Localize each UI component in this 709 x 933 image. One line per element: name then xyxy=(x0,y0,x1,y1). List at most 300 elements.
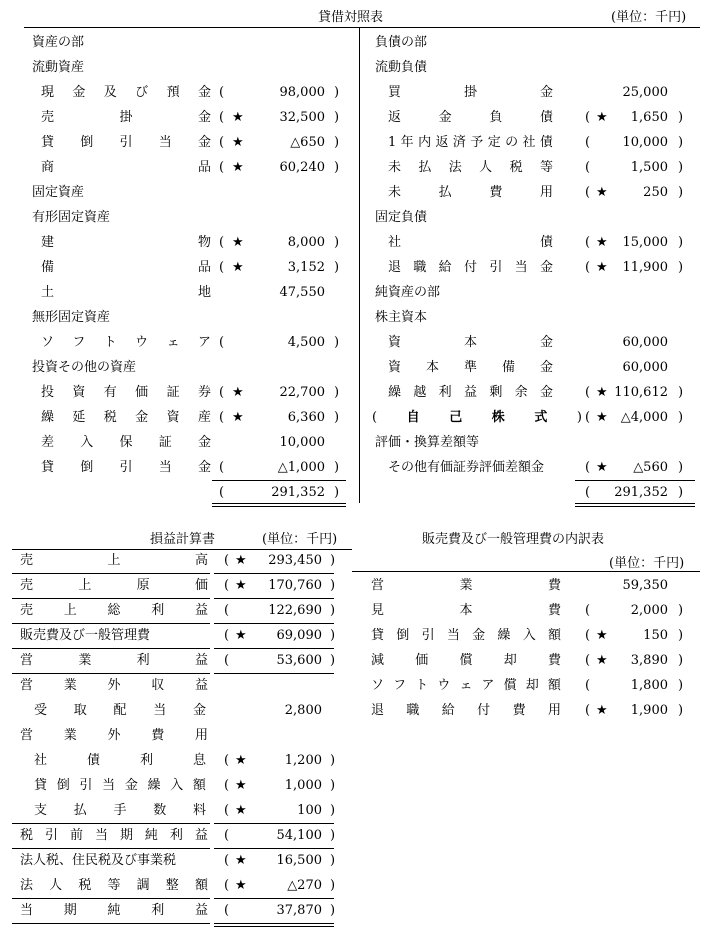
star-mark: ★ xyxy=(232,235,244,250)
label-char: 利 xyxy=(151,603,165,618)
label-char: 給 xyxy=(441,703,455,718)
star-mark: ★ xyxy=(596,110,608,125)
sga-title: 販売費及び一般管理費の内訳表 xyxy=(422,532,605,547)
label-char: 資 xyxy=(388,360,402,375)
row-value: 1,500 xyxy=(630,160,668,175)
label-char: 建 xyxy=(41,235,55,250)
open-paren: ( xyxy=(219,460,225,475)
label-char: 益 xyxy=(194,603,208,618)
row-rule xyxy=(12,623,210,624)
label-char: 当 xyxy=(446,628,460,643)
row-value: 1,000 xyxy=(284,778,322,793)
open-paren: ( xyxy=(585,110,591,125)
label-char: 剰 xyxy=(489,385,503,400)
label-char: 高 xyxy=(194,553,208,568)
open-paren: ( xyxy=(219,160,225,175)
row-label xyxy=(388,183,553,203)
label-char: 引 xyxy=(489,260,503,275)
row-label xyxy=(41,383,211,403)
open-paren: ( xyxy=(585,653,591,668)
label-char: 整 xyxy=(165,878,179,893)
label-char: 倒 xyxy=(80,135,94,150)
row-label xyxy=(372,408,582,428)
total-double-rule xyxy=(212,506,346,507)
label-char: 付 xyxy=(477,703,491,718)
label-char: 益 xyxy=(194,678,208,693)
row-value: 291,352 xyxy=(271,485,325,500)
row-label xyxy=(388,108,553,128)
row-value: 293,450 xyxy=(268,553,322,568)
label-char: ウ xyxy=(437,678,451,693)
final-double-rule xyxy=(214,926,334,927)
label-char: 金 xyxy=(197,85,211,100)
label-char: 用 xyxy=(539,185,553,200)
row-rule xyxy=(12,573,210,574)
row-value: 60,000 xyxy=(622,360,668,375)
close-paren: ) xyxy=(678,135,684,150)
row-rule xyxy=(12,848,210,849)
star-mark: ★ xyxy=(232,160,244,175)
label-char: 入 xyxy=(80,435,94,450)
row-value: 122,690 xyxy=(268,603,322,618)
label-char: 商 xyxy=(41,160,55,175)
label-char: 金 xyxy=(192,703,206,718)
label-char: 金 xyxy=(135,410,149,425)
label-char: 金 xyxy=(539,385,553,400)
close-paren: ) xyxy=(330,553,336,568)
open-paren: ( xyxy=(585,460,591,475)
label-char: 倒 xyxy=(56,778,70,793)
label-char: 引 xyxy=(44,828,58,843)
value-rule xyxy=(214,673,334,674)
row-value: 291,352 xyxy=(614,485,668,500)
open-paren: ( xyxy=(224,778,230,793)
label-char: 受 xyxy=(34,703,48,718)
close-paren: ) xyxy=(330,578,336,593)
close-paren: ) xyxy=(330,828,336,843)
label-char: 1 xyxy=(388,135,397,150)
sga-top-rule xyxy=(352,571,700,572)
row-label xyxy=(371,676,561,696)
star-mark: ★ xyxy=(596,628,608,643)
label-char: 地 xyxy=(197,285,211,300)
close-paren: ) xyxy=(334,410,340,425)
section-heading: 無形固定資産 xyxy=(32,310,111,325)
label-char: 営 xyxy=(20,728,34,743)
open-paren: ( xyxy=(224,853,230,868)
star-mark: ★ xyxy=(596,410,608,425)
value-rule xyxy=(214,598,334,599)
open-paren: ( xyxy=(585,703,591,718)
label-char: 資 xyxy=(166,410,180,425)
label-char: 費 xyxy=(512,703,526,718)
label-char: 価 xyxy=(415,653,429,668)
row-label xyxy=(20,676,208,696)
close-paren: ) xyxy=(330,853,336,868)
label-char: 準 xyxy=(463,360,477,375)
open-paren: ( xyxy=(585,135,591,150)
row-value: 150 xyxy=(643,628,668,643)
label-char: 貸 xyxy=(371,628,385,643)
label-char: 減 xyxy=(371,653,385,668)
label-char: 入 xyxy=(170,778,184,793)
label-char: 繰 xyxy=(497,628,511,643)
row-value: 1,900 xyxy=(630,703,668,718)
open-paren: ( xyxy=(224,578,230,593)
row-value: 32,500 xyxy=(279,110,325,125)
row-value: △650 xyxy=(290,135,325,150)
open-paren: ( xyxy=(219,260,225,275)
label-char: 越 xyxy=(413,385,427,400)
star-mark: ★ xyxy=(596,235,608,250)
balance-sheet-title: 貸借対照表 xyxy=(318,10,384,25)
close-paren: ) xyxy=(334,135,340,150)
value-rule xyxy=(214,848,334,849)
label-char: 税 xyxy=(103,410,117,425)
label-char: 備 xyxy=(41,260,55,275)
row-value: 69,090 xyxy=(276,628,322,643)
label-char: 産 xyxy=(197,410,211,425)
row-rule xyxy=(12,648,210,649)
open-paren: ( xyxy=(224,653,230,668)
label-char: 利 xyxy=(169,828,183,843)
label-char: 貸 xyxy=(41,460,55,475)
label-char: 当 xyxy=(514,260,528,275)
row-label: 販売費及び一般管理費 xyxy=(20,628,151,643)
label-char: フ xyxy=(72,335,86,350)
open-paren: ( xyxy=(219,335,225,350)
total-rule xyxy=(212,480,346,481)
row-label xyxy=(20,651,208,671)
total-double-rule xyxy=(575,503,695,504)
label-char: 内 xyxy=(418,135,432,150)
label-char: 期 xyxy=(63,903,77,918)
label-char: 上 xyxy=(78,578,92,593)
row-value: 16,500 xyxy=(276,853,322,868)
label-char: 益 xyxy=(194,828,208,843)
label-char: 売 xyxy=(20,578,34,593)
label-char: 貸 xyxy=(41,135,55,150)
row-rule xyxy=(12,923,210,924)
section-heading: 評価・換算差額等 xyxy=(375,435,480,450)
label-char: 当 xyxy=(20,903,34,918)
label-char: 買 xyxy=(388,85,402,100)
row-value: 47,550 xyxy=(279,285,325,300)
label-char: 額 xyxy=(547,628,561,643)
label-char: 繰 xyxy=(388,385,402,400)
row-label xyxy=(388,383,553,403)
label-char: 本 xyxy=(425,360,439,375)
close-paren: ) xyxy=(334,385,340,400)
row-value: 10,000 xyxy=(279,435,325,450)
label-char: ェ xyxy=(459,678,473,693)
label-char: 配 xyxy=(113,703,127,718)
label-char: 金 xyxy=(539,260,553,275)
label-char: 利 xyxy=(151,903,165,918)
row-value: 1,200 xyxy=(284,753,322,768)
section-heading: 有形固定資産 xyxy=(32,210,111,225)
label-char: 投 xyxy=(41,385,55,400)
balance-sheet-unit: (単位：千円) xyxy=(611,10,687,25)
row-rule xyxy=(12,598,210,599)
close-paren: ) xyxy=(678,160,684,175)
row-value: 15,000 xyxy=(622,235,668,250)
value-rule xyxy=(214,923,334,924)
row-label xyxy=(20,551,208,571)
open-paren: ( xyxy=(585,603,591,618)
balance-sheet-top-rule xyxy=(24,27,700,28)
label-char: 金 xyxy=(197,435,211,450)
label-char: 人 xyxy=(49,878,63,893)
total-double-rule xyxy=(575,506,695,507)
label-char: 数 xyxy=(153,803,167,818)
row-label xyxy=(371,576,561,596)
label-char: 費 xyxy=(489,185,503,200)
value-rule xyxy=(214,573,334,574)
row-value: 59,350 xyxy=(622,578,668,593)
label-char: 備 xyxy=(501,360,515,375)
label-char: 費 xyxy=(151,728,165,743)
label-char: 社 xyxy=(522,135,536,150)
close-paren: ) xyxy=(334,460,340,475)
open-paren: ( xyxy=(219,85,225,100)
row-label xyxy=(41,83,211,103)
label-char: 品 xyxy=(197,260,211,275)
label-char: 用 xyxy=(547,703,561,718)
label-char: 返 xyxy=(435,135,449,150)
label-char: ( xyxy=(372,410,378,425)
label-char: 上 xyxy=(107,553,121,568)
open-paren: ( xyxy=(585,410,591,425)
label-char: 債 xyxy=(539,235,553,250)
label-char: 額 xyxy=(192,778,206,793)
label-char: ア xyxy=(197,335,211,350)
row-label xyxy=(20,601,208,621)
section-heading: 投資その他の資産 xyxy=(32,360,137,375)
close-paren: ) xyxy=(334,160,340,175)
row-rule xyxy=(12,673,210,674)
label-char: ト xyxy=(103,335,117,350)
label-char: 法 xyxy=(20,878,34,893)
label-char: 余 xyxy=(514,385,528,400)
label-char: 未 xyxy=(388,185,402,200)
row-label xyxy=(388,358,553,378)
star-mark: ★ xyxy=(596,260,608,275)
open-paren: ( xyxy=(585,628,591,643)
open-paren: ( xyxy=(219,485,225,500)
total-rule xyxy=(575,480,695,481)
label-char: 退 xyxy=(388,260,402,275)
label-char: 保 xyxy=(119,435,133,450)
label-char: 式 xyxy=(534,410,548,425)
close-paren: ) xyxy=(330,628,336,643)
label-char: 社 xyxy=(388,235,402,250)
label-char: 給 xyxy=(438,260,452,275)
open-paren: ( xyxy=(224,828,230,843)
close-paren: ) xyxy=(678,410,684,425)
row-value: △270 xyxy=(287,878,322,893)
label-char: 利 xyxy=(136,653,150,668)
row-value: 6,360 xyxy=(287,410,325,425)
label-char: 払 xyxy=(73,803,87,818)
label-char: 当 xyxy=(158,135,172,150)
label-char: 資 xyxy=(388,335,402,350)
row-value: 1,650 xyxy=(630,110,668,125)
star-mark: ★ xyxy=(235,803,247,818)
row-value: △1,000 xyxy=(277,460,325,475)
section-heading: 流動資産 xyxy=(32,60,85,75)
label-char: 調 xyxy=(136,878,150,893)
label-char: ソ xyxy=(41,335,55,350)
label-char: 預 xyxy=(166,85,180,100)
row-value: 53,600 xyxy=(276,653,322,668)
close-paren: ) xyxy=(678,110,684,125)
label-char: 返 xyxy=(388,110,402,125)
open-paren: ( xyxy=(224,753,230,768)
label-char: 有 xyxy=(103,385,117,400)
row-label xyxy=(388,83,553,103)
open-paren: ( xyxy=(224,553,230,568)
label-char: 倒 xyxy=(80,460,94,475)
row-label xyxy=(20,726,208,746)
star-mark: ★ xyxy=(235,878,247,893)
star-mark: ★ xyxy=(235,778,247,793)
close-paren: ) xyxy=(678,385,684,400)
label-char: 価 xyxy=(135,385,149,400)
label-char: ェ xyxy=(166,335,180,350)
row-label xyxy=(34,701,206,721)
close-paren: ) xyxy=(334,485,340,500)
label-char: 繰 xyxy=(41,410,55,425)
label-char: 付 xyxy=(463,260,477,275)
star-mark: ★ xyxy=(232,260,244,275)
label-char: 済 xyxy=(452,135,466,150)
row-label xyxy=(371,626,561,646)
row-value: 54,100 xyxy=(276,828,322,843)
label-char: 倒 xyxy=(396,628,410,643)
label-char: 予 xyxy=(470,135,484,150)
label-char: 利 xyxy=(139,753,153,768)
star-mark: ★ xyxy=(235,753,247,768)
label-char: 償 xyxy=(459,653,473,668)
value-rule xyxy=(214,823,334,824)
row-value: 8,000 xyxy=(287,235,325,250)
close-paren: ) xyxy=(330,878,336,893)
label-char: 用 xyxy=(194,728,208,743)
label-char: 金 xyxy=(539,85,553,100)
close-paren: ) xyxy=(330,803,336,818)
row-value: 25,000 xyxy=(622,85,668,100)
label-char: 引 xyxy=(119,135,133,150)
section-heading: 固定資産 xyxy=(32,185,85,200)
row-value: 3,890 xyxy=(630,653,668,668)
label-char: 債 xyxy=(539,135,553,150)
label-char: 息 xyxy=(192,753,206,768)
label-char: 原 xyxy=(136,578,150,593)
label-char: 金 xyxy=(539,360,553,375)
label-char: 入 xyxy=(522,628,536,643)
label-char: 引 xyxy=(421,628,435,643)
section-heading: 流動負債 xyxy=(375,60,428,75)
row-value: △4,000 xyxy=(620,410,668,425)
row-label xyxy=(388,333,553,353)
label-char: 貸 xyxy=(34,778,48,793)
row-value: 22,700 xyxy=(279,385,325,400)
sga-unit: (単位：千円) xyxy=(609,556,685,571)
label-char: 営 xyxy=(20,653,34,668)
label-char: 料 xyxy=(192,803,206,818)
label-char: ト xyxy=(415,678,429,693)
row-label xyxy=(41,333,211,353)
row-label xyxy=(371,701,561,721)
label-char: ) xyxy=(576,410,582,425)
row-label xyxy=(371,601,561,621)
label-char: 本 xyxy=(463,335,477,350)
open-paren: ( xyxy=(224,628,230,643)
label-char: 等 xyxy=(539,160,553,175)
label-char: 株 xyxy=(491,410,505,425)
section-heading: 資産の部 xyxy=(32,35,85,50)
row-label xyxy=(34,751,206,771)
total-double-rule xyxy=(212,503,346,504)
row-value: 4,500 xyxy=(287,335,325,350)
row-value: 1,800 xyxy=(630,678,668,693)
star-mark: ★ xyxy=(235,853,247,868)
open-paren: ( xyxy=(585,160,591,175)
open-paren: ( xyxy=(224,878,230,893)
label-char: 外 xyxy=(107,728,121,743)
label-char: 証 xyxy=(158,435,172,450)
row-value: △560 xyxy=(633,460,668,475)
label-char: 品 xyxy=(197,160,211,175)
label-char: 当 xyxy=(153,703,167,718)
star-mark: ★ xyxy=(235,628,247,643)
star-mark: ★ xyxy=(232,110,244,125)
open-paren: ( xyxy=(585,260,591,275)
label-char: 退 xyxy=(371,703,385,718)
label-char: 外 xyxy=(107,678,121,693)
row-value: 2,800 xyxy=(284,703,322,718)
row-label xyxy=(20,876,208,896)
balance-sheet-divider xyxy=(359,27,360,503)
label-char: 益 xyxy=(463,385,477,400)
close-paren: ) xyxy=(334,235,340,250)
label-char: 金 xyxy=(124,778,138,793)
open-paren: ( xyxy=(224,903,230,918)
label-char: 純 xyxy=(107,903,121,918)
label-char: 未 xyxy=(388,160,402,175)
row-value: 100 xyxy=(297,803,322,818)
row-label xyxy=(20,826,208,846)
star-mark: ★ xyxy=(596,185,608,200)
label-char: 却 xyxy=(503,653,517,668)
label-char: 人 xyxy=(479,160,493,175)
row-value: 110,612 xyxy=(614,385,668,400)
value-rule xyxy=(214,623,334,624)
close-paren: ) xyxy=(334,85,340,100)
row-value: 3,152 xyxy=(287,260,325,275)
label-char: 年 xyxy=(400,135,414,150)
label-char: 営 xyxy=(371,578,385,593)
label-char: 却 xyxy=(525,678,539,693)
row-label xyxy=(388,133,553,153)
label-char: 債 xyxy=(539,110,553,125)
star-mark: ★ xyxy=(596,460,608,475)
label-char: 負 xyxy=(489,110,503,125)
close-paren: ) xyxy=(678,260,684,275)
row-label xyxy=(41,433,211,453)
section-heading: 株主資本 xyxy=(375,310,428,325)
